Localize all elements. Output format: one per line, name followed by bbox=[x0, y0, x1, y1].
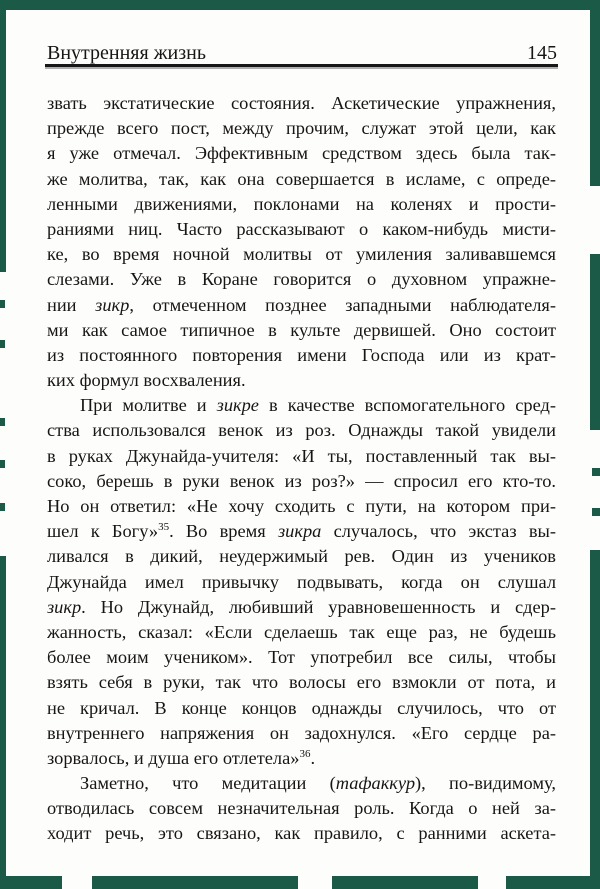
scan-border-left bbox=[0, 556, 6, 889]
footnote-marker: 36 bbox=[299, 747, 311, 760]
scan-border-left-dash bbox=[0, 460, 5, 468]
scan-border-bottom bbox=[92, 876, 298, 889]
page-header bbox=[47, 42, 557, 64]
text-line: ленными движениями, поклонами на коленях и прости- bbox=[47, 193, 556, 214]
scan-border-left bbox=[0, 0, 6, 272]
text-line: отводилась совсем незначительная роль. Когда о ней за- bbox=[47, 798, 556, 819]
scan-border-right bbox=[590, 550, 600, 889]
scan-border-left-dash bbox=[0, 300, 5, 308]
text-line: из постоянного повторения имени Господа или из крат- bbox=[47, 344, 556, 365]
footnote-marker: 35 bbox=[158, 521, 170, 534]
text-line: ства использовался венок из роз. Однажды такой увидели bbox=[47, 420, 556, 441]
text-line: При молитве и зикре в качестве вспомогательного сред- bbox=[80, 395, 556, 416]
text-line: раниями ниц. Часто рассказывают о каком-нибудь мисти- bbox=[47, 218, 556, 239]
scan-border-top bbox=[0, 0, 600, 10]
text-line: ливался в дикий, неудержимый рев. Один из учеников bbox=[47, 546, 556, 567]
text-line: не кричал. В конце концов однажды случилось, что от bbox=[47, 697, 556, 718]
text-line: ми как самое типичное в культе дервишей. Оно состоит bbox=[47, 319, 556, 340]
text-line: Джунайда имел привычку подвывать, когда он слушал bbox=[47, 571, 556, 592]
text-line: ке, во время ночной молитвы от умиления заливавшемся bbox=[47, 244, 556, 265]
text-line: же молитва, так, как она совершается в исламе, с опреде- bbox=[47, 168, 556, 189]
text-line: зорвалось, и душа его отлетела»$^{36}$. bbox=[47, 747, 316, 768]
scan-border-right bbox=[590, 0, 600, 186]
text-line: зикр. Но Джунайд, любивший уравновешенность и сдер- bbox=[47, 596, 556, 617]
scan-border-left-dash bbox=[0, 503, 5, 511]
text-line: соко, берешь в руки венок из роз?» — спросил его кто-то. bbox=[47, 470, 556, 491]
text-line: ких формул восхваления. bbox=[47, 370, 246, 391]
text-line: нии зикр, отмеченном позднее западными наблюдателя- bbox=[47, 294, 556, 315]
text-line: ходит речь, это связано, как правило, с ранними аскета- bbox=[47, 823, 556, 844]
text-line: более моим учеником». Тот употребил все силы, чтобы bbox=[47, 647, 556, 668]
text-line: прежде всего пост, между прочим, служат этой цели, как bbox=[47, 118, 556, 139]
page-number: 145 bbox=[527, 42, 557, 64]
body-text bbox=[47, 91, 556, 847]
text-line: шел к Богу»$^{35}$. Во время зикра случалось, что экстаз вы- bbox=[47, 521, 556, 542]
scan-border-right bbox=[590, 254, 600, 430]
text-line: взять себя в руки, так что волосы его взмокли от пота, и bbox=[47, 672, 556, 693]
text-line: Заметно, что медитации (тафаккур), по-видимому, bbox=[80, 773, 556, 794]
text-line: слезами. Уже в Коране говорится о духовном упражне- bbox=[47, 269, 556, 290]
text-line: внутреннего напряжения он задохнулся. «Его сердце ра- bbox=[47, 722, 556, 743]
scan-border-left-dash bbox=[0, 340, 5, 348]
scan-border-bottom bbox=[506, 876, 600, 889]
text-line: Но он ответил: «Не хочу сходить с пути, на котором при- bbox=[47, 496, 556, 516]
scan-border-bottom bbox=[0, 876, 62, 889]
text-line: жанность, сказал: «Если сделаешь так еще раз, не будешь bbox=[47, 621, 556, 642]
scan-border-bottom bbox=[332, 876, 478, 889]
header-rule bbox=[45, 64, 558, 67]
text-line: в руках Джунайда-учителя: «И ты, поставленный так вы- bbox=[47, 445, 556, 466]
scan-border-right-dash bbox=[592, 468, 600, 476]
scan-border-left-dash bbox=[0, 418, 5, 426]
text-line: звать экстатические состояния. Аскетические упражнения, bbox=[47, 93, 556, 113]
scan-border-right-dash bbox=[592, 508, 600, 516]
text-line: я уже отмечал. Эффективным средством здесь была так- bbox=[47, 143, 556, 164]
running-title: Внутренняя жизнь bbox=[47, 42, 206, 64]
